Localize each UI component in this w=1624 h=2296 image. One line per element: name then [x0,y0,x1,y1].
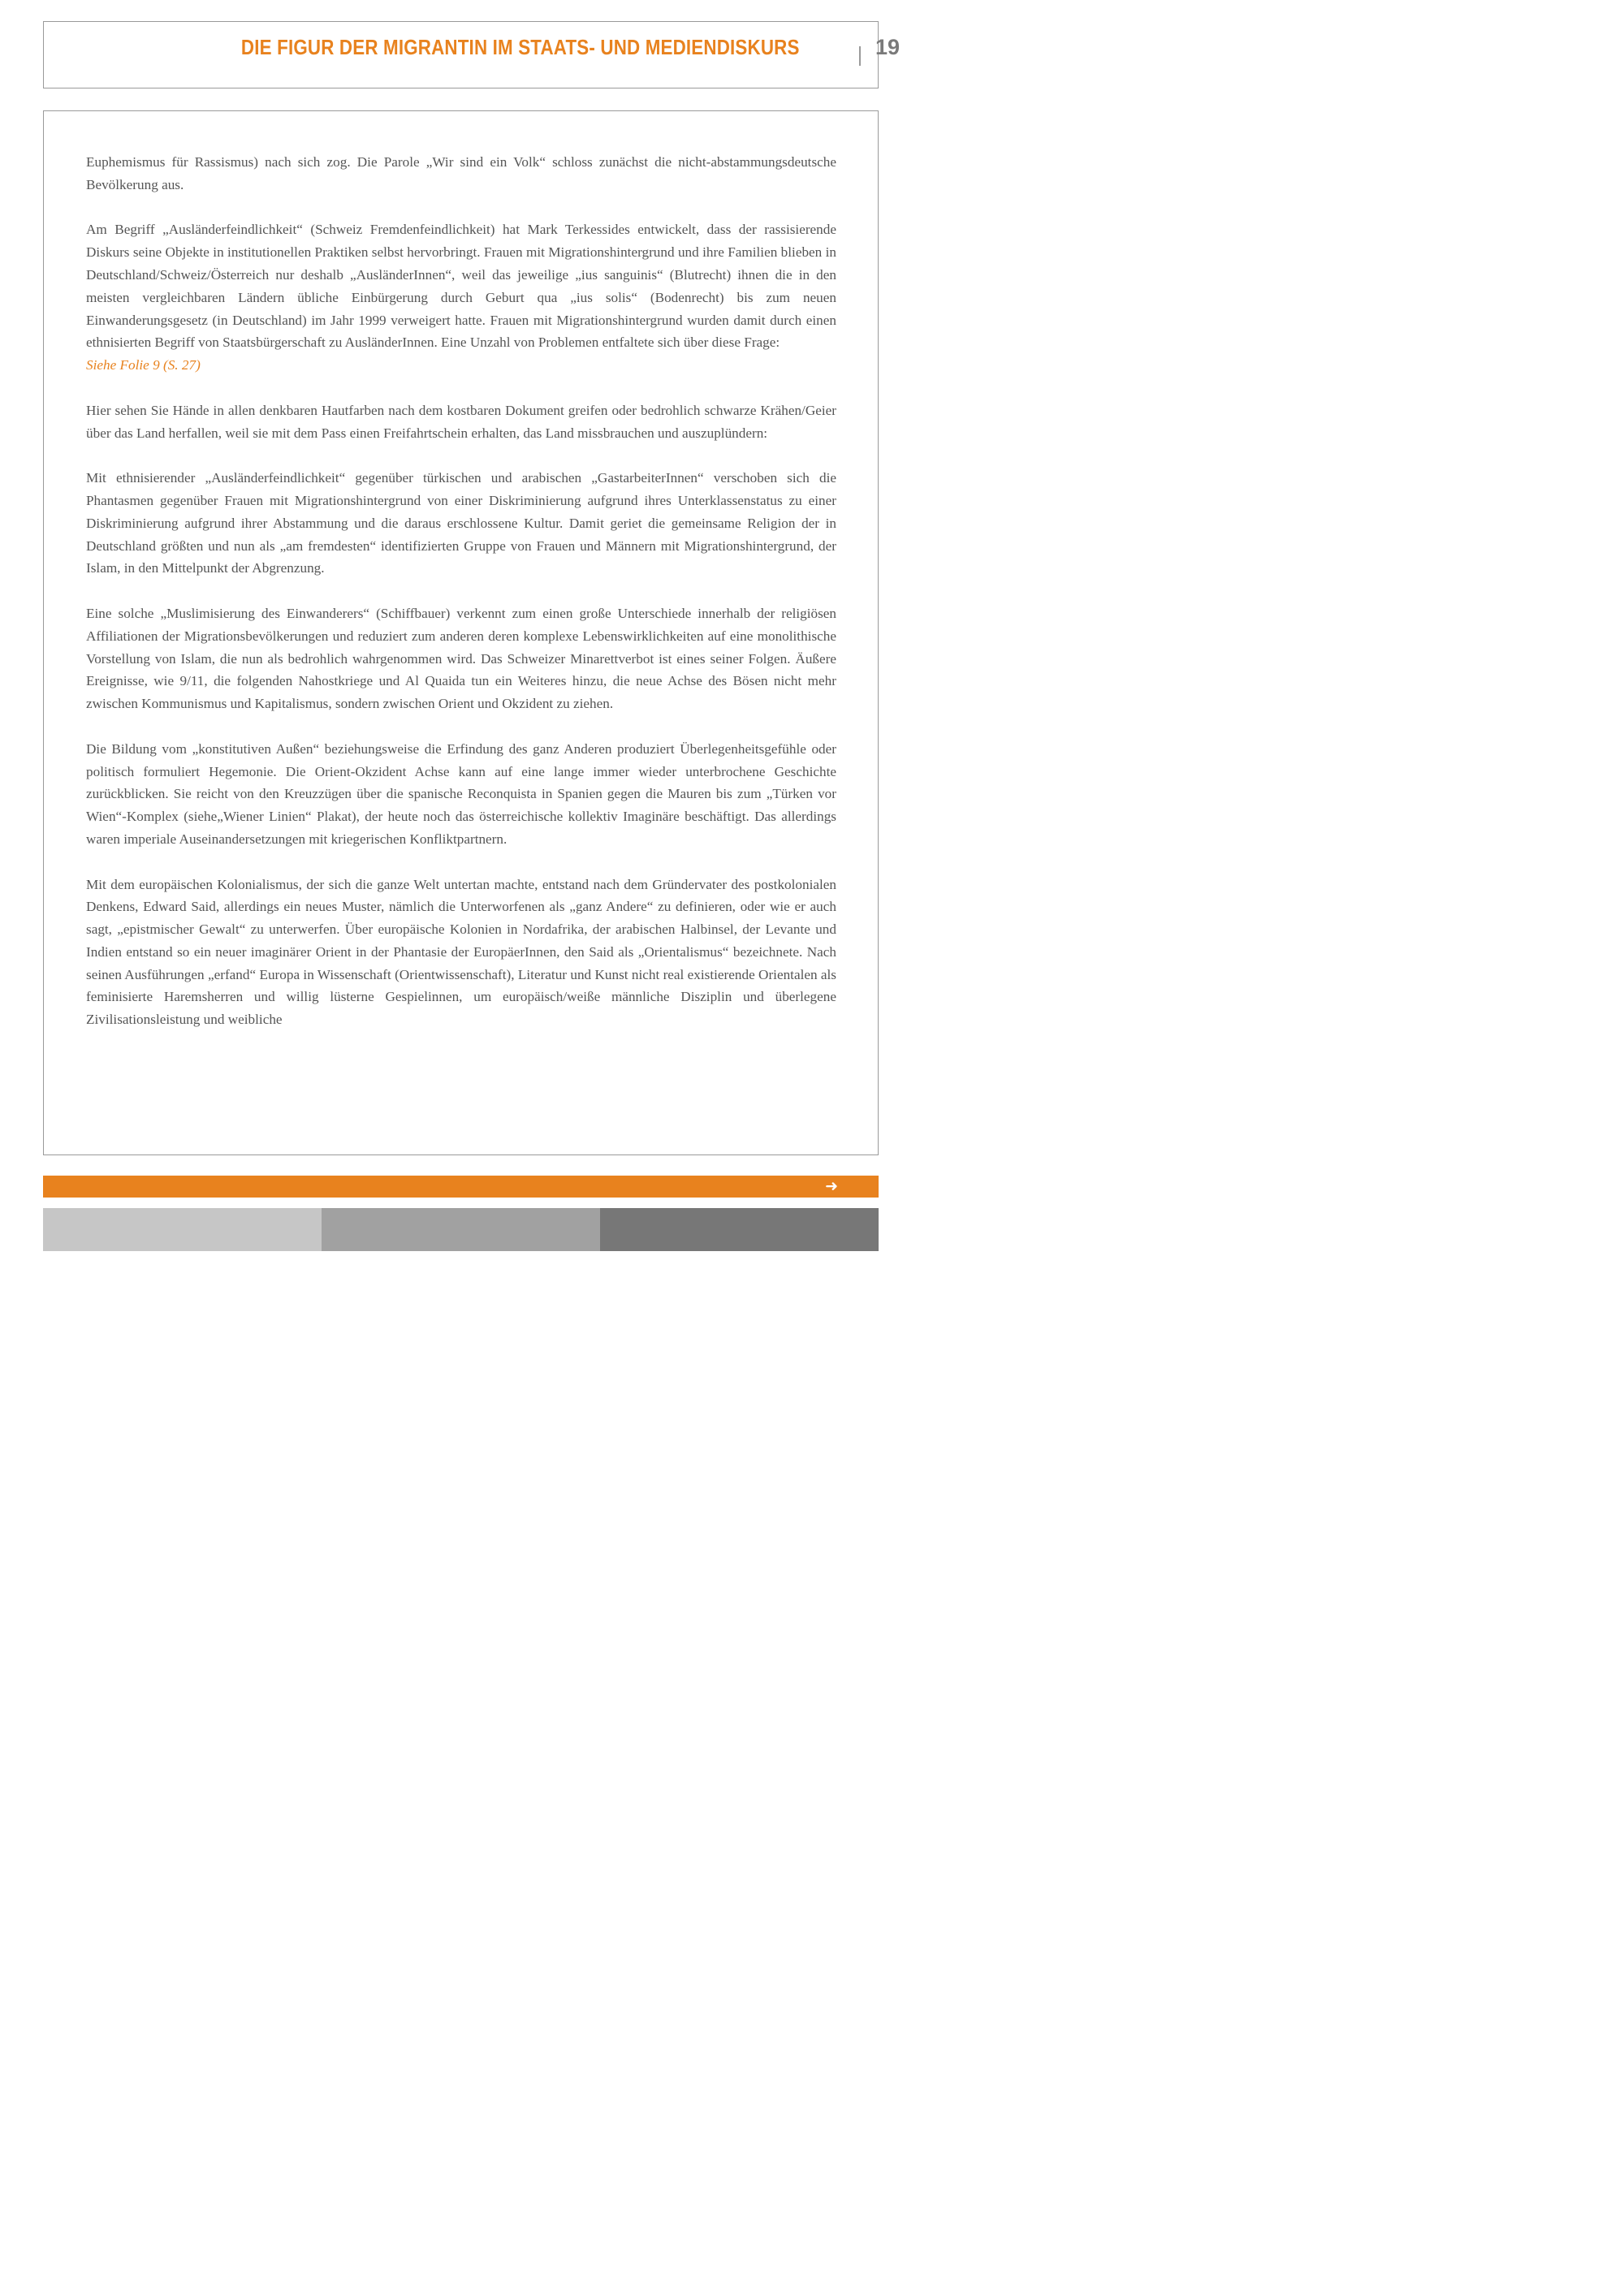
paragraph-4: Mit ethnisierender „Ausländerfeindlichkeit“ gegenüber türkischen und arabischen „GastarbeiterInnen“ verschoben sich die Phantasmen gegenüber Frauen mit Migrationshintergrund von einer Diskriminierung aufgrund ihres Unterklassenstatus zu einer Diskriminierung aufgrund ihrer Abstammung und die daraus erschlossene Kultur. Damit geriet die gemeinsame Religion der in Deutschland größten und nun als „am fremdesten“ identifizierten Gruppe von Frauen und Männern mit Migrationshintergrund, der Islam, in den Mittelpunkt der Abgrenzung. [86,470,836,576]
paragraph-6: Die Bildung vom „konstitutiven Außen“ beziehungsweise die Erfindung des ganz Anderen produziert Überlegenheitsgefühle oder politisch formuliert Hegemonie. Die Orient-Okzident Achse kann auf eine lange immer wieder unterbrochene Geschichte zurückblicken. Sie reicht von den Kreuzzügen über die spanische Reconquista in Spanien gegen die Mauren bis zum „Türken vor Wien“-Komplex (siehe„Wiener Linien“ Plakat), der heute noch das österreichische kollektiv Imaginäre beschäftigt. Das allerdings waren imperiale Auseinandersetzungen mit kriegerischen Konfliktpartnern. [86,740,836,847]
paragraph-1: Euphemismus für Rassismus) nach sich zog. Die Parole „Wir sind ein Volk“ schloss zunächst die nicht-abstammungsdeutsche Bevölkerung aus. [86,154,836,192]
footer-block-light [43,1208,322,1251]
paragraph-2-text: Am Begriff „Ausländerfeindlichkeit“ (Schweiz Fremdenfeindlichkeit) hat Mark Terkessides entwickelt, dass der rassisierende Diskurs seine Objekte in institutionellen Praktiken selbst hervorbringt. Frauen mit Migrationshintergrund und ihre Familien blieben in Deutschland/Schweiz/Österreich nur deshalb „AusländerInnen“, weil das jeweilige „ius sanguinis“ (Blutrecht) ihnen die in den meisten vergleichbaren Ländern übliche Einbürgerung durch Geburt qua „ius solis“ (Bodenrecht) bis zum neuen Einwanderungsgesetz (in Deutschland) im Jahr 1999 verweigert hatte. Frauen mit Migrationshintergrund wurden damit durch einen ethnisierten Begriff von Staatsbürgerschaft zu AusländerInnen. Eine Unzahl von Problemen entfaltete sich über diese Frage: [86,222,836,351]
header-divider [859,46,861,66]
slide-reference-link[interactable]: Siehe Folie 9 (S. 27) [86,357,201,373]
paragraph-5: Eine solche „Muslimisierung des Einwanderers“ (Schiffbauer) verkennt zum einen große Unterschiede innerhalb der religiösen Affiliationen der Migrationsbevölkerungen und reduziert zum anderen deren komplexe Lebenswirklichkeiten auf eine monolithische Vorstellung von Islam, die nun als bedrohlich wahrgenommen wird. Das Schweizer Minarettverbot ist eines seiner Folgen. Äußere Ereignisse, wie 9/11, die folgenden Nahostkriege und Al Quaida tun ein Weiteres hinzu, die neue Achse des Bösen nicht mehr zwischen Kommunismus und Kapitalismus, sondern zwischen Orient und Okzident zu ziehen. [86,605,836,712]
page-header [43,21,901,88]
footer-block-dark [600,1208,879,1251]
paragraph-7: Mit dem europäischen Kolonialismus, der sich die ganze Welt untertan machte, entstand nach dem Gründervater des postkolonialen Denkens, Edward Said, allerdings ein neues Muster, nämlich die Unterworfenen als „ganz Andere“ zu definieren, oder wie er auch sagt, „epistmischer Gewalt“ zu unterwerfen. Über europäische Kolonien in Nordafrika, der arabischen Halbinsel, der Levante und Indien entstand so ein neuer imaginärer Orient in der Phantasie der EuropäerInnen, den Said als „Orientalismus“ bezeichnete. Nach seinen Ausführungen „erfand“ Europa in Wissenschaft (Orientwissenschaft), Literatur und Kunst nicht real existierende Orientalen als feminisierte Haremsherren und willig lüsterne Gespielinnen, um europäisch/weiße männliche Disziplin und überlegene Zivilisationsleistung und weibliche [86,876,836,1028]
paragraph-3: Hier sehen Sie Hände in allen denkbaren Hautfarben nach dem kostbaren Dokument greifen oder bedrohlich schwarze Krähen/Geier über das Land herfallen, weil sie mit dem Pass einen Freifahrtschein erhalten, das Land missbrauchen und auszuplündern: [86,402,836,441]
header-title: DIE FIGUR DER MIGRANTIN IM STAATS- UND MEDIENDISKURS [241,35,800,59]
footer-block-medium [322,1208,600,1251]
arrow-right-icon[interactable]: ➜ [825,1177,838,1195]
body-text [86,151,836,1031]
page-number: 19 [875,35,901,59]
next-page-bar[interactable] [43,1176,879,1198]
paragraph-2 [86,218,836,377]
content-frame [43,110,879,1155]
